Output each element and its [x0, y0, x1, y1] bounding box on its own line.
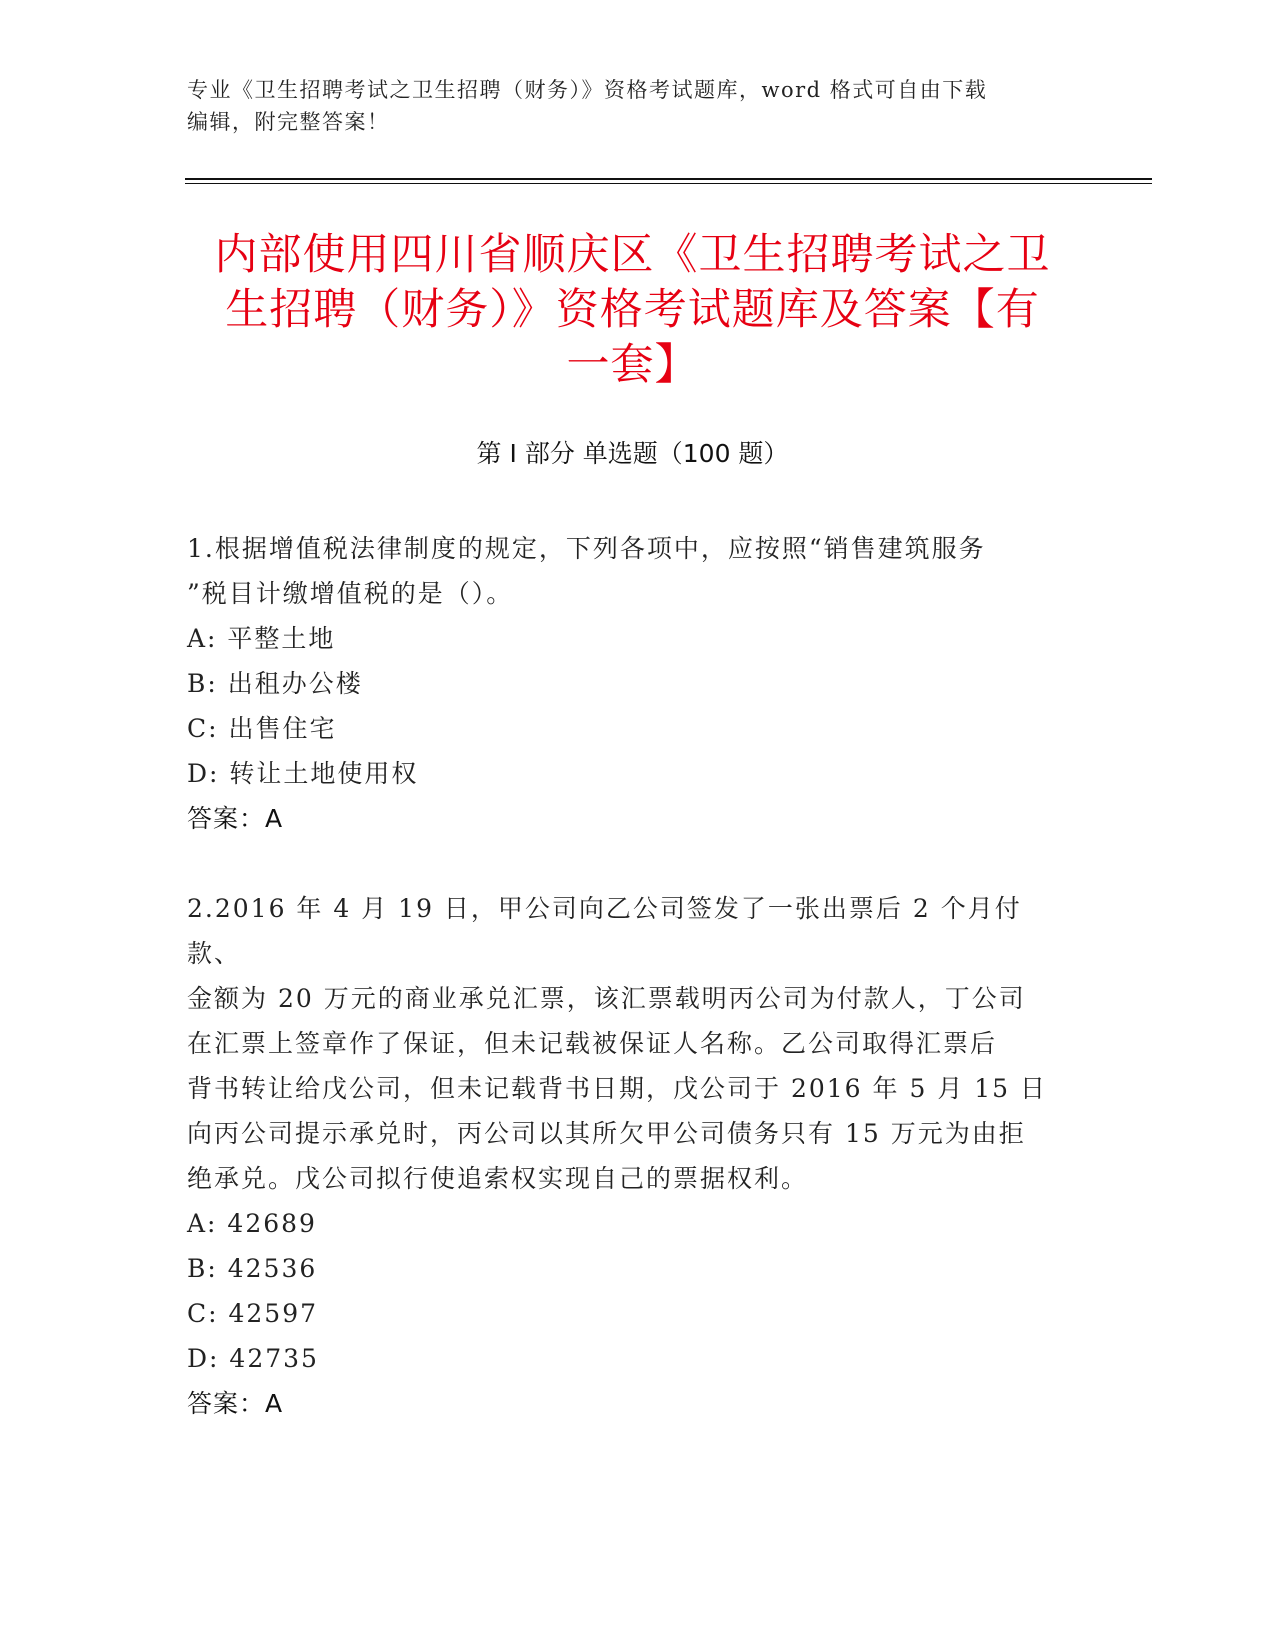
option-b: B: 42536	[187, 1254, 318, 1283]
header-line-2: 编辑，附完整答案！	[187, 110, 390, 134]
question-stem-line: 2.2016 年 4 月 19 日，甲公司向乙公司签发了一张出票后 2 个月付款、	[187, 894, 1022, 968]
option-a: A: 42689	[187, 1209, 317, 1238]
option-b: B: 出租办公楼	[187, 669, 363, 698]
option-a: A: 平整土地	[187, 624, 336, 653]
question-2	[187, 886, 1067, 1426]
section-heading: 第 I 部分 单选题（100 题）	[476, 439, 789, 468]
question-stem-line: 向丙公司提示承兑时，丙公司以其所欠甲公司债务只有 15 万元为由拒	[187, 1119, 1026, 1148]
question-stem-line: 金额为 20 万元的商业承兑汇票，该汇票载明丙公司为付款人，丁公司	[187, 984, 1026, 1013]
document-header	[187, 74, 1067, 138]
question-stem-line: 在汇票上签章作了保证，但未记载被保证人名称。乙公司取得汇票后	[187, 1029, 998, 1058]
header-divider-thin	[185, 183, 1152, 184]
option-c: C: 42597	[187, 1299, 319, 1328]
answer: 答案：A	[187, 1389, 284, 1418]
option-d: D: 42735	[187, 1344, 319, 1373]
question-1	[187, 526, 1067, 841]
title-line-1: 内部使用四川省顺庆区《卫生招聘考试之卫	[214, 230, 1051, 280]
question-stem-line: 背书转让给戊公司，但未记载背书日期，戊公司于 2016 年 5 月 15 日	[187, 1074, 1048, 1103]
question-stem-line: ”税目计缴增值税的是（）。	[187, 579, 514, 608]
question-stem-line: 1.根据增值税法律制度的规定，下列各项中，应按照“销售建筑服务	[187, 534, 986, 563]
title-line-3: 一套】	[566, 340, 699, 390]
header-line-1: 专业《卫生招聘考试之卫生招聘（财务）》资格考试题库，word 格式可自由下载	[187, 78, 988, 102]
title-line-2: 生招聘（财务）》资格考试题库及答案【有	[225, 285, 1040, 335]
header-divider-thick	[185, 178, 1152, 180]
option-d: D: 转让土地使用权	[187, 759, 419, 788]
document-title	[185, 228, 1080, 393]
answer: 答案：A	[187, 804, 284, 833]
option-c: C: 出售住宅	[187, 714, 337, 743]
question-stem-line: 绝承兑。戊公司拟行使追索权实现自己的票据权利。	[187, 1164, 809, 1193]
